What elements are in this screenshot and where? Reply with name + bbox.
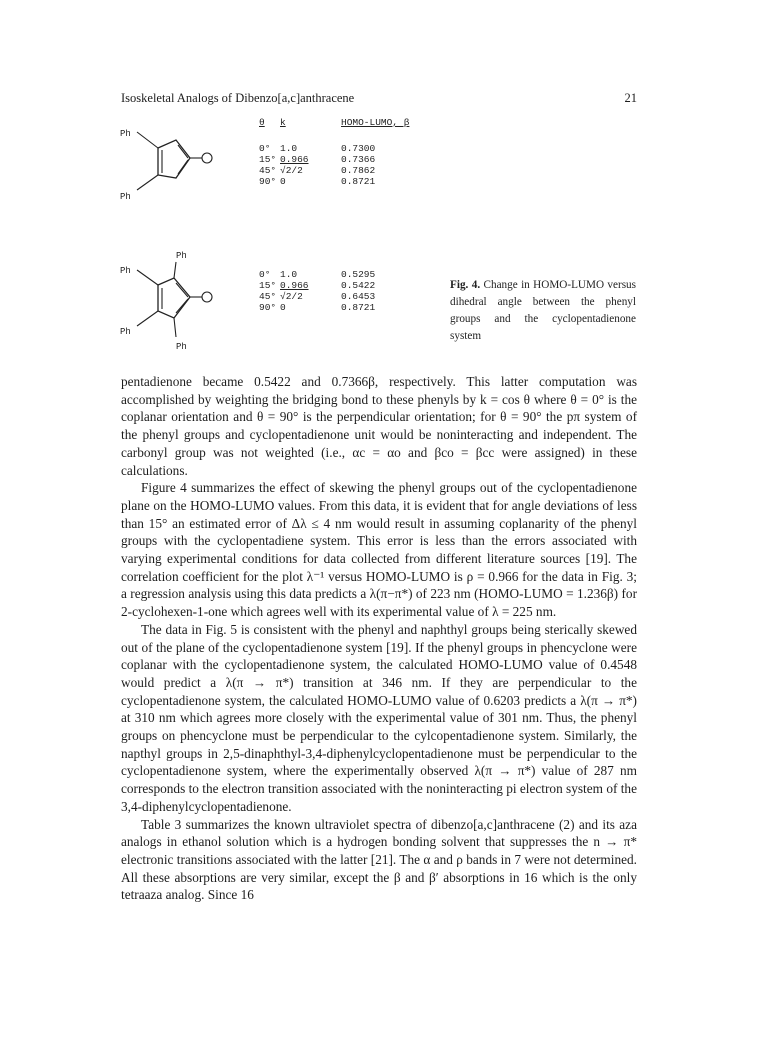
theta-header: θ [259, 117, 265, 128]
homo-lumo-header: HOMO-LUMO, β [341, 117, 410, 128]
ph-label-top: Ph [120, 129, 131, 139]
figure-label: Fig. 4. [450, 279, 481, 291]
homo-lumo-table-2: 0° 1.0 0.5295 15° 0.966 0.5422 45° √2/2 0.6453 90° 0 0.8721 [259, 269, 376, 313]
structure-2-drawing [118, 248, 228, 358]
paragraph-1: pentadienone became 0.5422 and 0.7366β, respectively. This latter computation was accomplished by weighting the bridging bond to these phenyls by k = cos θ where θ = 0° is the coplanar orientation and θ = 90° is the perpendicular orientation; for θ = 90° the pπ system of the phenyl groups and cyclopentadienone unit would be noninteracting and independent. The carbonyl group was not weighted (i.e., αc = αo and βco = βcc were assigned) in these calculations. [121, 374, 637, 478]
structure-tetraphenylcyclopentadienone [118, 248, 228, 358]
structure-1-drawing [118, 126, 228, 216]
paragraph-2: Figure 4 summarizes the effect of skewing the phenyl groups out of the cyclopentadienone plane on the HOMO-LUMO values. From this data, it is evident that for angle deviations of less than 15° an estimated error of Δλ ≤ 4 nm would result in assuming coplanarity of the phenyl groups with the cyclopentadiene system. This error is less than the errors associated with varying experimental conditions for data collected from different literature sources [19]. The correlation coefficient for the plot λ⁻¹ versus HOMO-LUMO is ρ = 0.966 for the data in Fig. 3; a regression analysis using this data predicts a λ(π−π*) of 223 nm (HOMO-LUMO = 1.236β) for 2-cyclohexen-1-one which agrees well with its experimental value of λ = 225 nm. [121, 480, 637, 620]
page-number: 21 [624, 91, 637, 105]
ph-label-lower-left: Ph [120, 327, 131, 337]
body-text [121, 373, 637, 904]
paragraph-4: Table 3 summarizes the known ultraviolet spectra of dibenzo[a,c]anthracene (2) and its aza analogs in ethanol solution which is a hydrogen bonding solvent that suppresses the n → π* electronic transitions associated with the latter [21]. The α and ρ bands in 7 were not determined. All these absorptions are very similar, except the β and β′ absorptions in 16 which is the only tetraaza analog. Since 16 [121, 816, 637, 903]
ph-label-bottom: Ph [176, 342, 187, 352]
ph-label-upper-left: Ph [120, 266, 131, 276]
paragraph-3: The data in Fig. 5 is consistent with the phenyl and naphthyl groups being sterically skewed out of the plane of the cyclopentadienone system [19]. If the phenyl groups in phencyclone were coplanar with the cyclopentadienone system, the calculated HOMO-LUMO value of 0.4548 would predict a λ(π → π*) transition at 346 nm. If they are perpendicular to the cyclopentadienone system, the calculated HOMO-LUMO value of 0.6203 predicts a λ(π → π*) at 310 nm which agrees more closely with the experimental value of 301 nm. Thus, the phenyl groups on phencyclone must be perpendicular to the cylcopentadienone system. Similarly, the napthyl groups in 2,5-dinaphthyl-3,4-diphenylcyclopentadienone must be perpendicular to the cyclopentadienone system, where the experimentally observed λ(π → π*) value of 287 nm corresponds to the electron transition associated with the noninteracting pi electron system of the 3,4-diphenylcyclopentadienone. [121, 621, 637, 814]
figure-caption-text: Change in HOMO-LUMO versus dihedral angle between the phenyl groups and the cyclopentadienone system [450, 279, 636, 342]
running-title: Isoskeletal Analogs of Dibenzo[a,c]anthracene [121, 91, 355, 105]
k-header: k [280, 117, 286, 128]
figure-caption [450, 277, 636, 345]
running-header [121, 91, 637, 109]
structure-diphenylcyclopentadienone [118, 126, 228, 216]
ph-label-bottom: Ph [120, 192, 131, 202]
homo-lumo-table-1: θ k HOMO-LUMO, β 0° 1.0 0.7300 15° 0.966 0.7366 45° √2/2 0.7862 90° 0 0.8721 [259, 117, 410, 187]
ph-label-top: Ph [176, 251, 187, 261]
